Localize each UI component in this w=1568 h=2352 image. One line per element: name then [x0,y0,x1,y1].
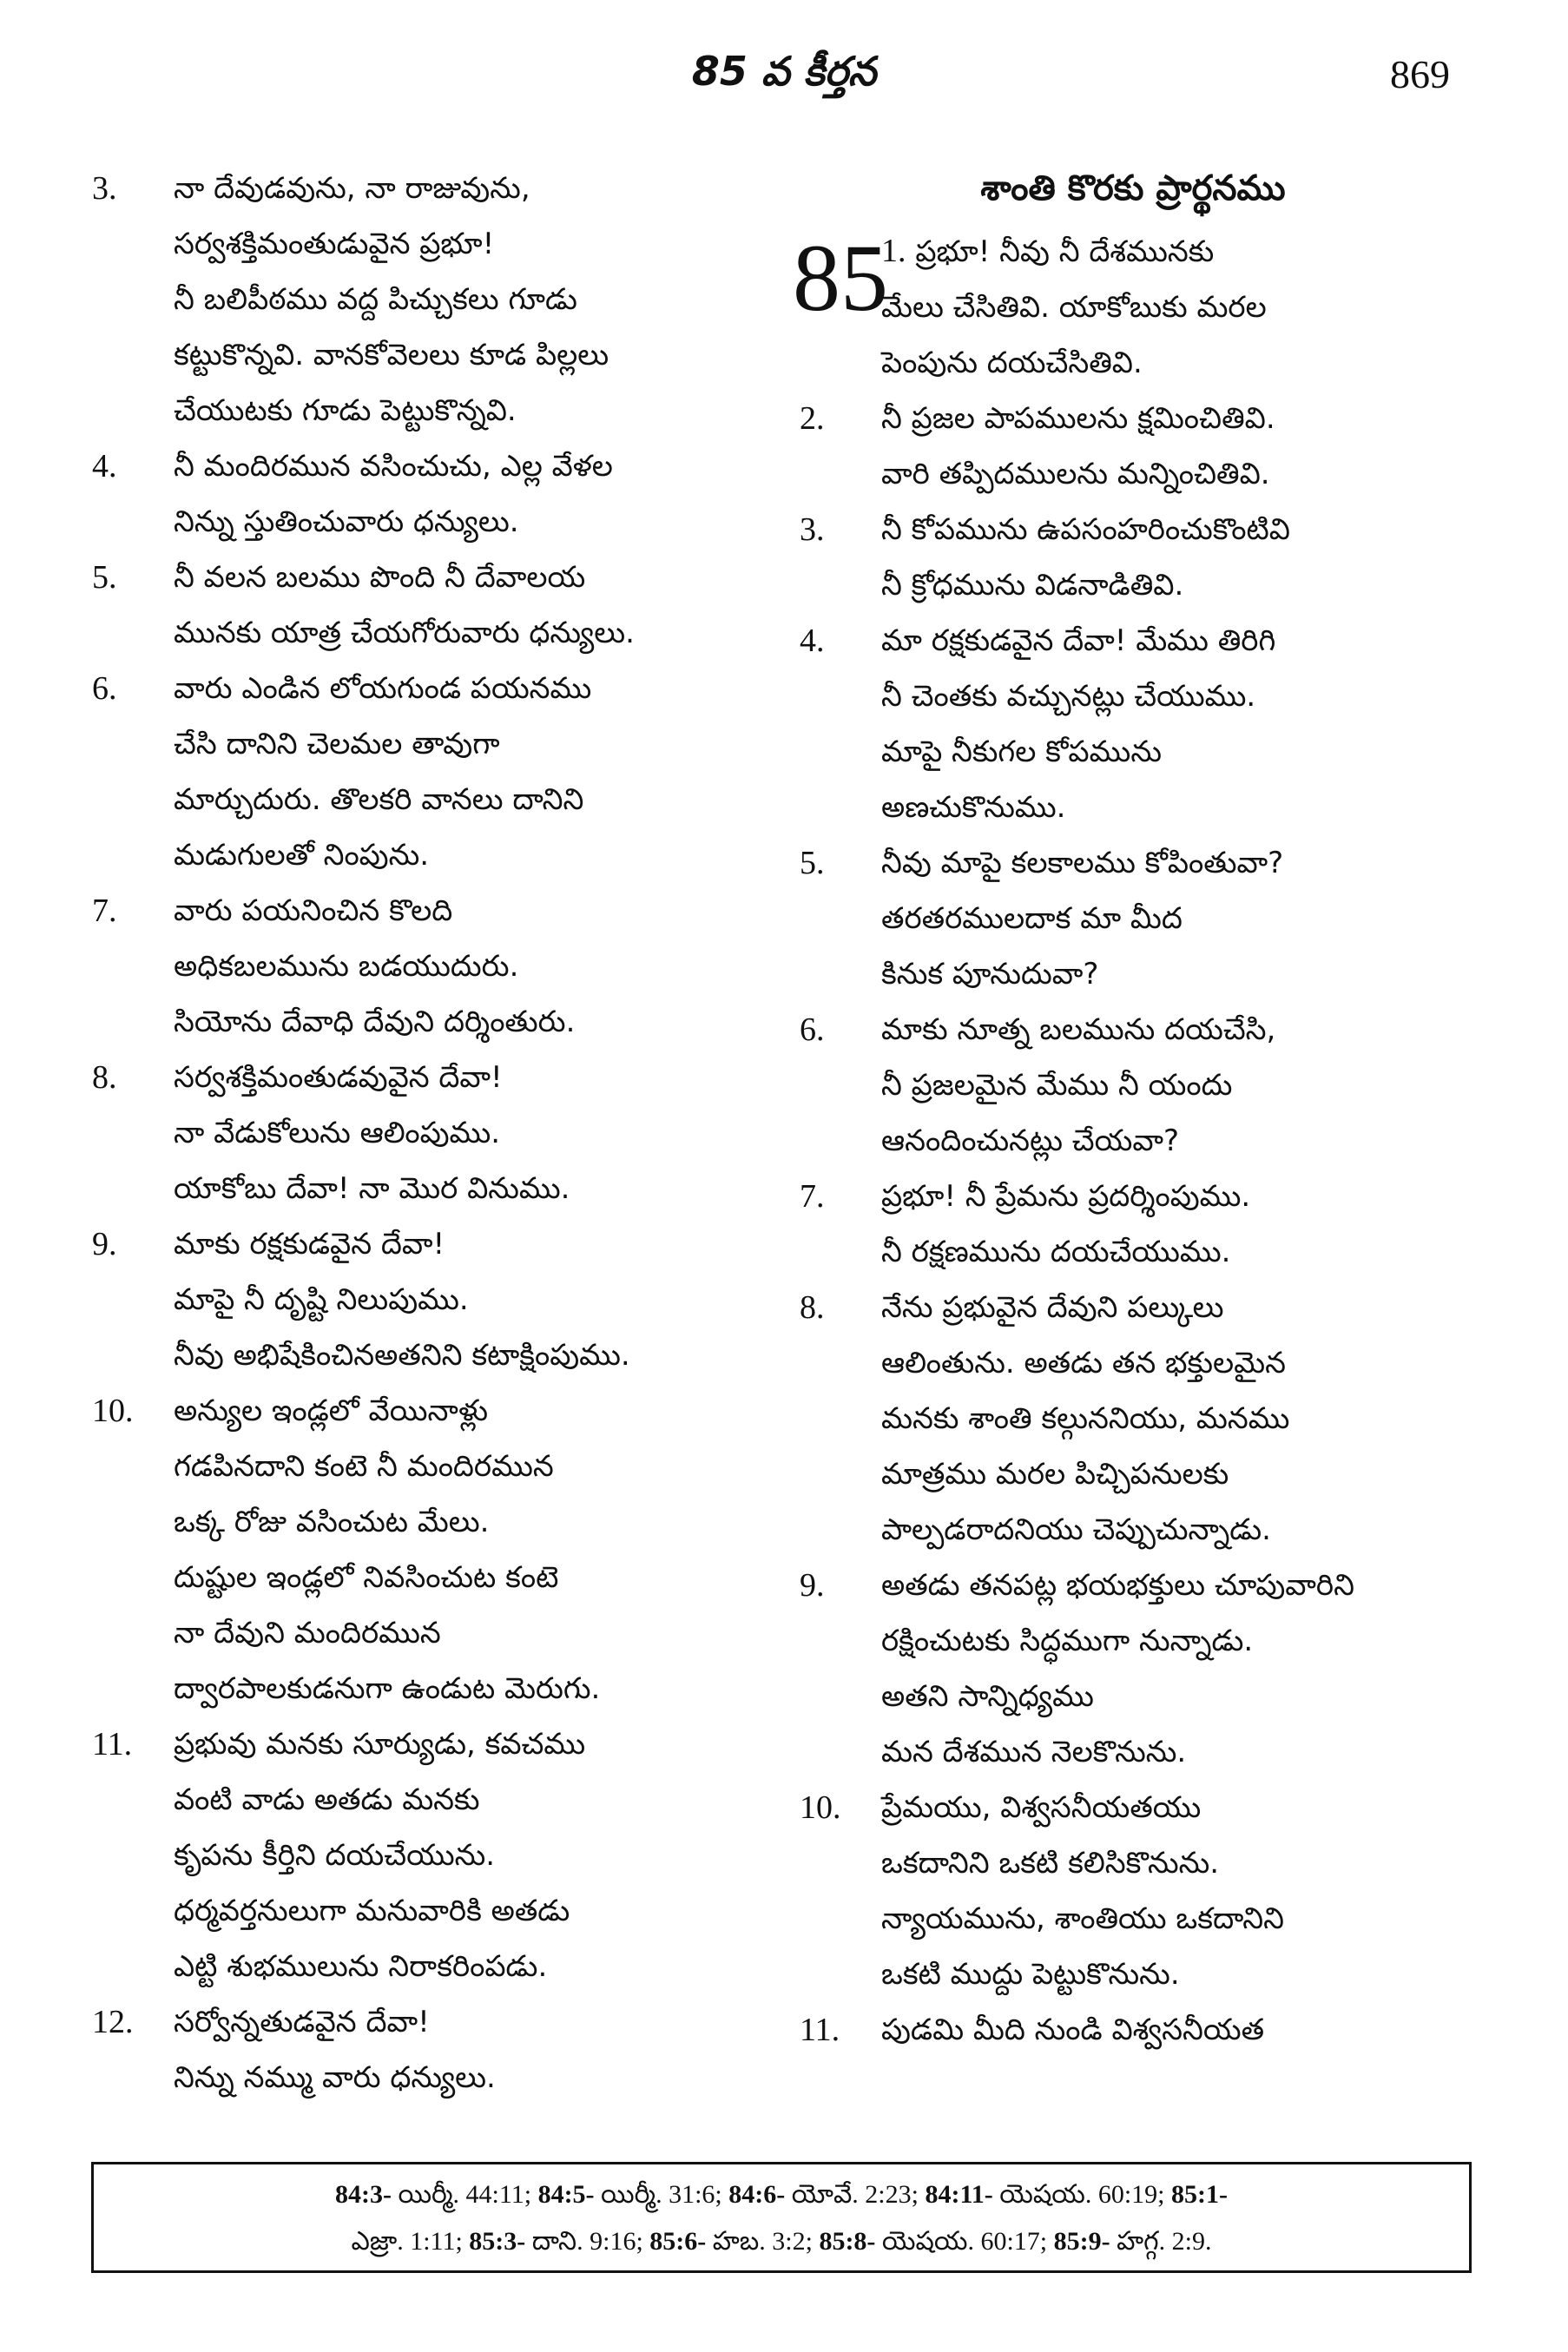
verse-line: నీ ప్రజల పాపములను క్షమించితివి. [881,401,1275,436]
verse-line: అణచుకొనుము. [881,790,1066,825]
verse-line: నీ మందిరమున వసించుచు, ఎల్ల వేళల [174,449,613,484]
right-column [794,161,1472,2058]
verse-line: కృపను కీర్తిని దయచేయును. [174,1838,496,1873]
verse-line: నీ చెంతకు వచ్చునట్లు చేయుము. [881,679,1256,714]
verse [794,1002,1472,1169]
verse-line: నీ రక్షణమును దయచేయుము. [881,1235,1231,1269]
verse-number: 7. [92,893,117,929]
verse-line: వారు ఎండిన లోయగుండ పయనము [174,671,592,706]
verse-number: 2. [800,400,825,437]
psalm-block [794,223,1472,391]
page-header [0,48,1568,117]
footnote-ref: 85:9- [1053,2227,1110,2256]
verse-line: అన్యుల ఇండ్లలో వేయినాళ్లు [174,1393,489,1428]
verse-number: 9. [92,1226,117,1262]
verse [794,391,1472,502]
verse-number: 3. [92,170,117,207]
verse-line: ధర్మవర్తనులుగా మనువారికి అతడు [174,1894,570,1928]
page-number: 869 [1390,52,1450,96]
verse-line: మాపై నీకుగల కోపమును [881,735,1162,769]
verse-line: యాకోబు దేవా! నా మొర వినుము. [174,1171,570,1206]
verse-line: నీ ప్రజలమైన మేము నీ యందు [881,1068,1233,1103]
verse [87,883,755,1050]
verse [794,2002,1472,2058]
footnote-line [115,2218,1448,2265]
footnote-ref: 85:8- [819,2227,876,2256]
verse-number: 11. [800,2012,840,2048]
verse-line: అధికబలమును బడయుదురు. [174,949,519,984]
footnote-text: యెషయ. 60:19; [992,2180,1172,2209]
footnote-ref: 85:6- [649,2227,707,2256]
verse-number: 9. [800,1567,825,1604]
verse [87,438,755,550]
verse [794,1169,1472,1280]
footnote-text: యెషయ. 60:17; [875,2227,1054,2256]
verse-line: మా రక్షకుడవైన దేవా! మేము తిరిగి [881,623,1276,658]
verse-line: నా వేడుకోలును ఆలింపుము. [174,1116,501,1150]
verse-line: మనకు శాంతి కల్గుననియు, మనము [881,1401,1290,1436]
verse-line [881,223,1472,280]
verse-line: నీ వలన బలము పొంది నీ దేవాలయ [174,560,586,595]
verse-line: మార్చుదురు. తొలకరి వానలు దానిని [174,782,584,817]
verse-line: మాపై నీ దృష్టి నిలుపుము. [174,1282,469,1317]
verse-line: ఒకటి ముద్దు పెట్టుకొనును. [881,1957,1180,1992]
left-column [87,161,755,2105]
verse-line: ద్వారపాలకుడనుగా ఉండుట మెరుగు. [174,1671,601,1706]
verse-line: సియోను దేవాధి దేవుని దర్శింతురు. [174,1005,576,1039]
verse-line: ప్రభూ! నీ ప్రేమను ప్రదర్శింపుము. [881,1179,1251,1214]
footnote-ref: 84:6- [728,2180,786,2209]
verse-number: 3. [800,511,825,548]
verse-line: సర్వశక్తిమంతుడవువైన దేవా! [174,1060,503,1095]
verse [794,1280,1472,1558]
verse-line: దుష్టుల ఇండ్లలో నివసించుట కంటె [174,1560,559,1595]
verse-line: నీవు మాపై కలకాలము కోపింతువా? [881,846,1284,880]
verse [87,1994,755,2105]
footnote-text: దాని. 9:16; [525,2227,650,2256]
verse-line: వారి తప్పిదములను మన్నించితివి. [881,457,1270,491]
verse-number: 1. [881,233,906,269]
verse-line: నీ క్రోధమును విడనాడితివి. [881,568,1184,603]
section-heading: శాంతి కొరకు ప్రార్థనము [980,168,1286,208]
verse [87,1383,755,1716]
footnote-text: యిర్మీ. 31:6; [594,2180,729,2209]
verse-line: ప్రభువు మనకు సూర్యుడు, కవచము [174,1727,586,1762]
verse-number: 8. [800,1289,825,1326]
verse-line: పెంపును దయచేసితివి. [881,346,1143,380]
verse [794,835,1472,1002]
verse-line: చేసి దానిని చెలమల తావుగా [174,727,500,761]
footnote-line [115,2171,1448,2218]
verse [87,661,755,883]
footnote-text: హగ్గ. 2:9. [1110,2227,1212,2256]
verse-line: నీ కోపమును ఉపసంహరించుకొంటివి [881,512,1290,547]
verse-line: నా దేవుని మందిరమున [174,1616,441,1650]
verse-number: 12. [92,2004,134,2040]
verse-text: ప్రభూ! నీవు నీ దేశమునకు [915,234,1215,269]
verse-line: ఆనందించునట్లు చేయవా? [881,1123,1180,1158]
verse-number: 7. [800,1178,825,1215]
verse-line: వంటి వాడు అతడు మనకు [174,1782,480,1817]
verse-number: 4. [800,623,825,659]
verse-number: 4. [92,448,117,484]
footnote-box [91,2162,1472,2273]
verse-line: వారు పయనించిన కొలది [174,893,453,928]
verse-line: అతడు తనపట్ల భయభక్తులు చూపువారిని [881,1568,1354,1603]
verse-line: గడపినదాని కంటె నీ మందిరమున [174,1449,554,1484]
verse-line: సర్వోన్నతుడవైన దేవా! [174,2005,430,2039]
verse [87,1716,755,1994]
verse-line: ఆలింతును. అతడు తన భక్తులమైన [881,1346,1286,1380]
verse-line: మాకు రక్షకుడవైన దేవా! [174,1227,445,1262]
verse-line: ఎట్టి శుభములును నిరాకరింపడు. [174,1949,548,1984]
footnote-ref: 85:1- [1171,2180,1228,2209]
verse-line: సర్వశక్తిమంతుడువైన ప్రభూ! [174,227,495,261]
footnote-ref: 84:11- [925,2180,993,2209]
page-title: 85 వ కీర్తన [691,48,877,95]
verse-line: మునకు యాత్ర చేయగోరువారు ధన్యులు. [174,616,635,650]
verse-number: 6. [92,670,117,707]
verse [794,613,1472,835]
footnote-ref: 85:3- [469,2227,526,2256]
verse-line: మాకు నూత్న బలమును దయచేసి, [881,1012,1276,1047]
verse-number: 5. [92,559,117,596]
verse-line: నేను ప్రభువైన దేవుని పల్కులు [881,1290,1224,1325]
verse-line: మాత్రము మరల పిచ్చిపనులకు [881,1457,1229,1492]
verse-line: మడుగులతో నింపును. [174,838,430,873]
footnote-text: హబ. 3:2; [706,2227,820,2256]
verse [794,223,1472,391]
verse-number: 10. [92,1393,134,1429]
verse-number: 10. [800,1789,841,1826]
verse-line: కట్టుకొన్నవి. వానకోవెలలు కూడ పిల్లలు [174,338,609,372]
verse-line: కినుక పూనుదువా? [881,957,1099,992]
verse-line: ప్రేమయు, విశ్వసనీయతయు [881,1790,1202,1825]
verse-line: ఒక్క రోజు వసించుట మేలు. [174,1505,490,1539]
psalm-number: 85 [793,225,888,331]
verse-line: మేలు చేసితివి. యాకోబుకు మరల [881,290,1267,325]
verse [87,1216,755,1383]
verse [794,1780,1472,2002]
verse-line: ఒకదానిని ఒకటి కలిసికొనును. [881,1846,1220,1881]
verse [794,1558,1472,1780]
verse-line: నీ బలిపీఠము వద్ద పిచ్చుకలు గూడు [174,282,577,317]
verse-number: 6. [800,1011,825,1048]
verse-line: నా దేవుడవును, నా రాజువును, [174,171,530,206]
footnote-text: యిర్మీ. 44:11; [391,2180,538,2209]
footnote-ref: 84:5- [537,2180,595,2209]
verse-number: 11. [92,1726,133,1762]
verse-line: నిన్ను నమ్ము వారు ధన్యులు. [174,2060,496,2095]
footnote-text: ఎజ్రా. 1:11; [351,2227,470,2256]
footnote-ref: 84:3- [334,2180,392,2209]
verse-line: తరతరములదాక మా మీద [881,901,1183,936]
verse [794,502,1472,613]
verse-line: పాల్పడరాదనియు చెప్పుచున్నాడు. [881,1512,1271,1547]
verse-line: పుడమి మీది నుండి విశ్వసనీయత [881,2013,1265,2047]
verse-number: 8. [92,1059,117,1096]
verse-line: చేయుటకు గూడు పెట్టుకొన్నవి. [174,393,517,428]
verse [87,161,755,438]
verse-line: అతని సాన్నిధ్యము [881,1679,1094,1714]
verse-number: 5. [800,845,825,881]
verse-line: నీవు అభిషేకించినఅతనిని కటాక్షింపుము. [174,1338,630,1373]
verse [87,1050,755,1216]
footnote-text: యోవే. 2:23; [785,2180,926,2209]
verse-line: నిన్ను స్తుతించువారు ధన్యులు. [174,504,519,539]
verse-line: రక్షించుటకు సిద్ధముగా నున్నాడు. [881,1624,1254,1658]
verse-line: మన దేశమున నెలకొనును. [881,1735,1187,1769]
right-verses [794,391,1472,2058]
verse-line: న్యాయమును, శాంతియు ఒకదానిని [881,1901,1284,1936]
verse [87,550,755,661]
